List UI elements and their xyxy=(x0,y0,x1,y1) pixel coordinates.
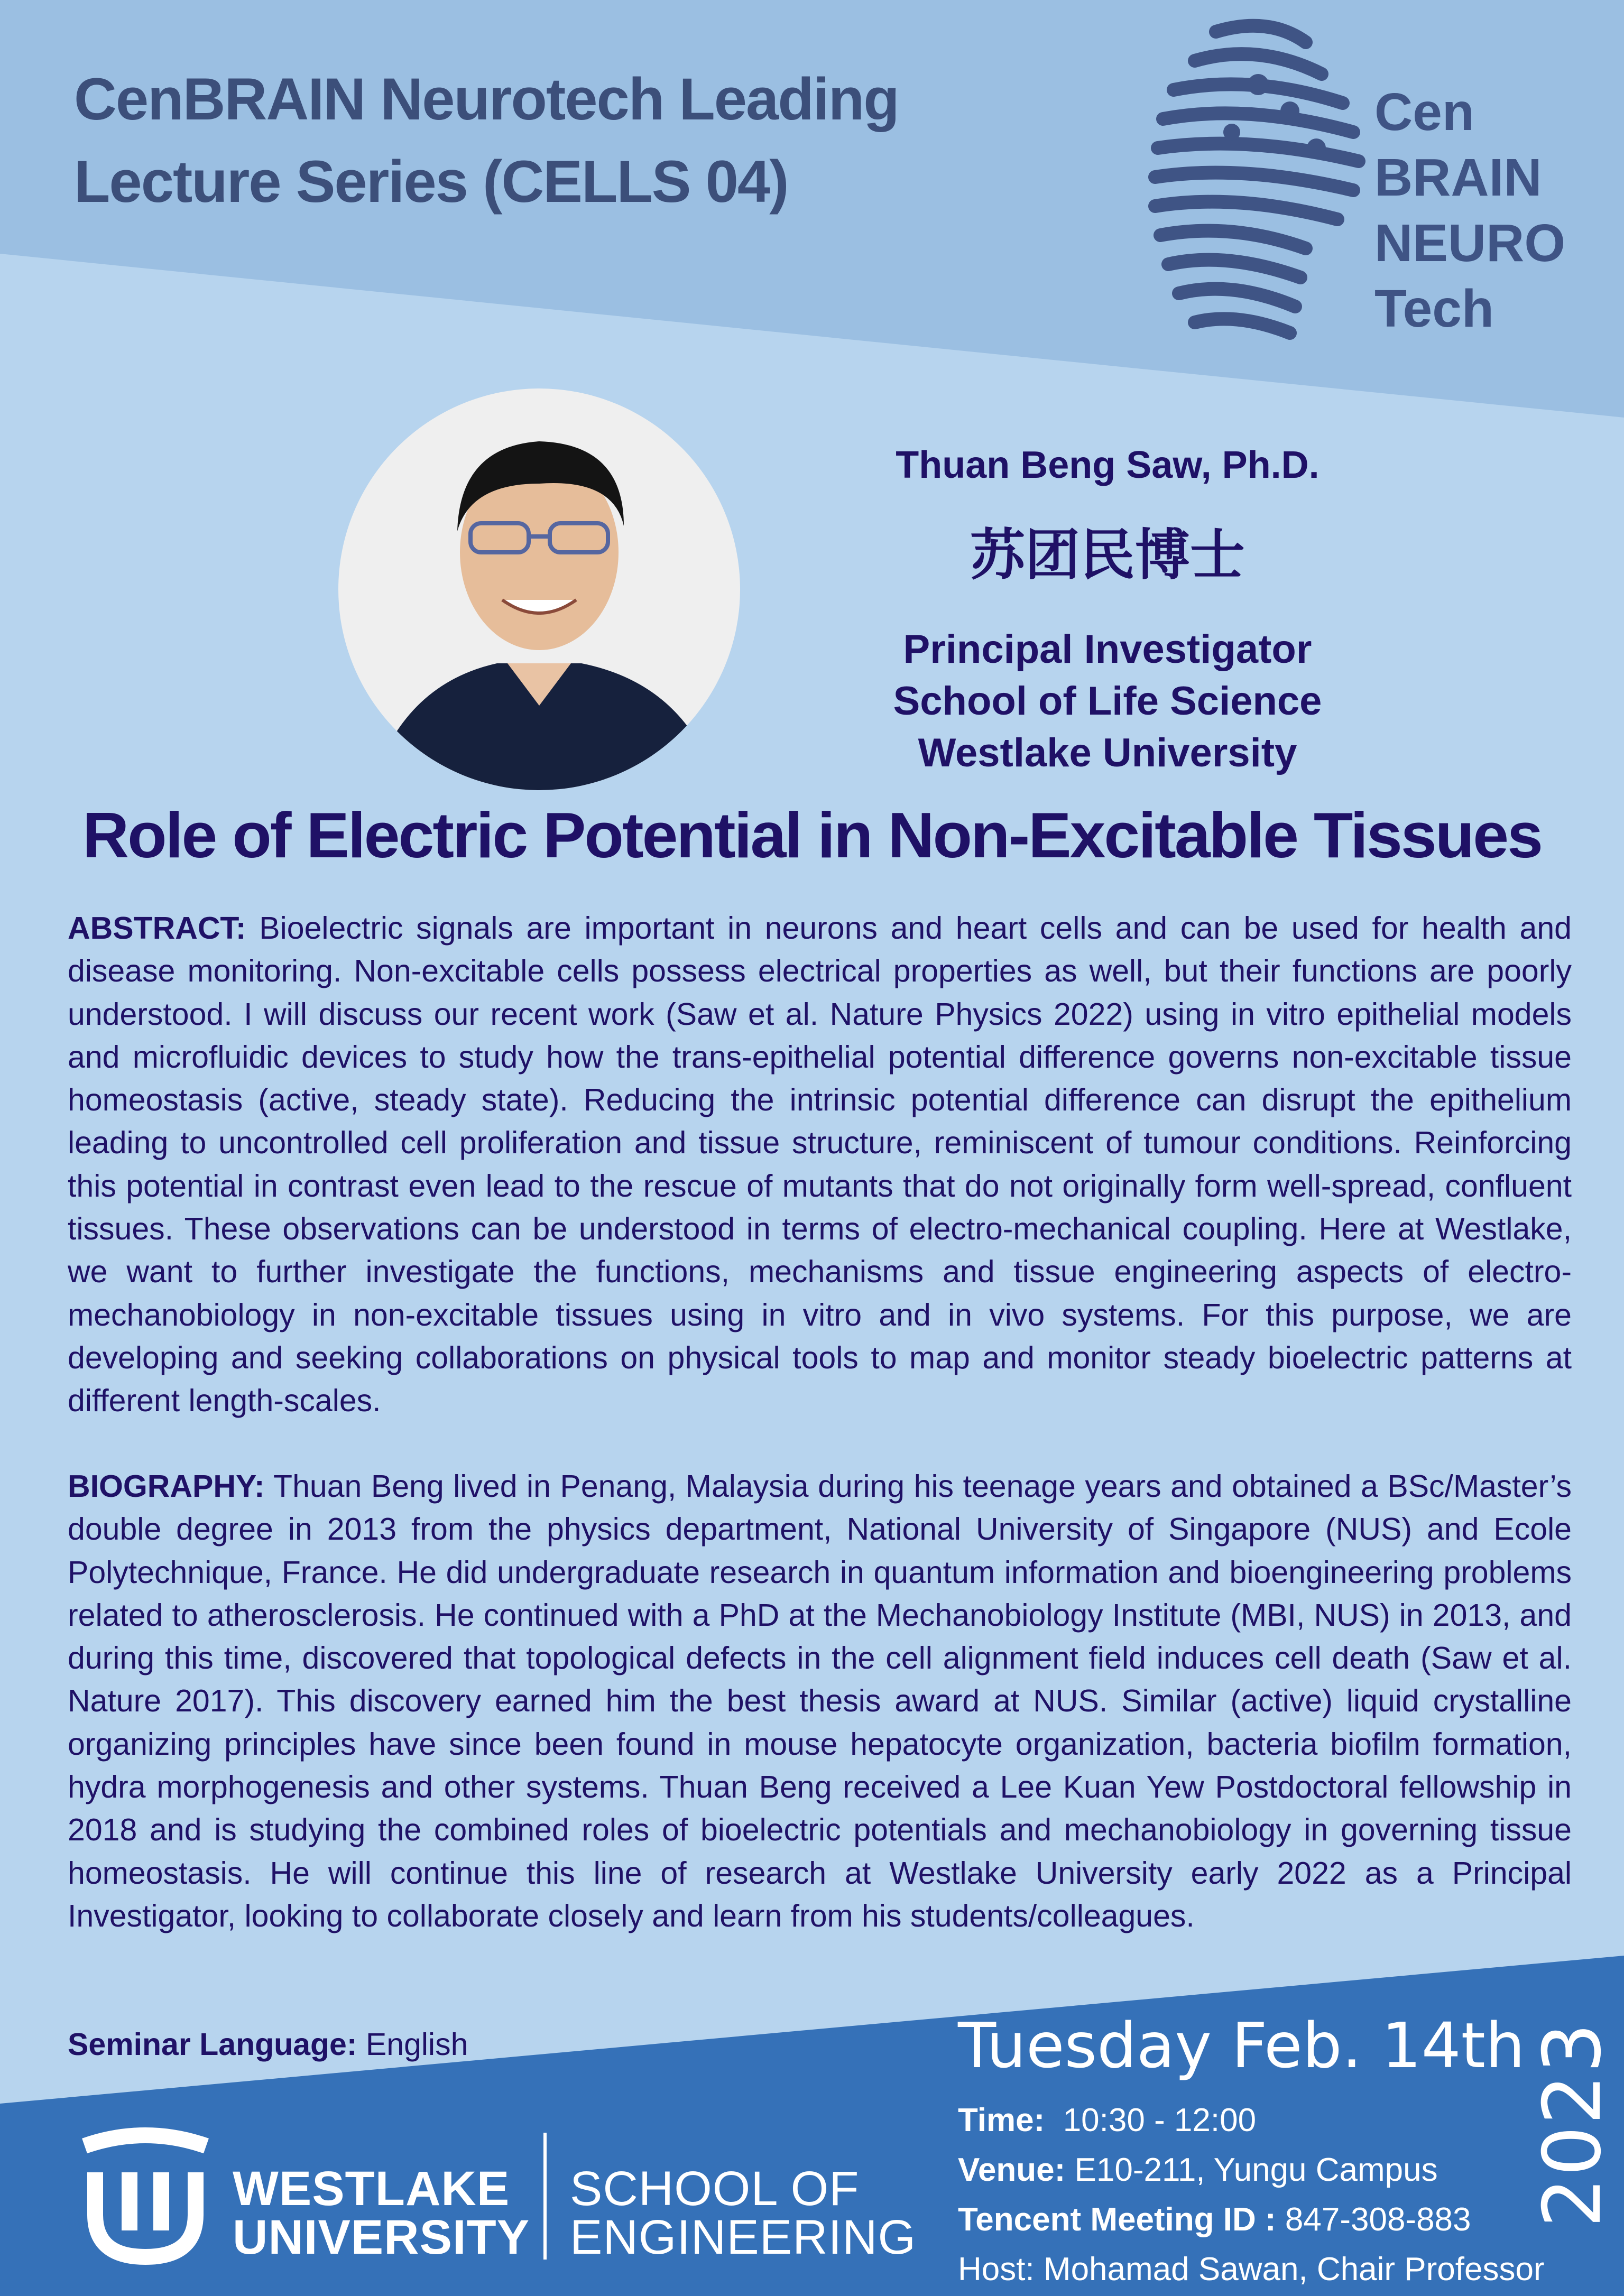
speaker-name-chinese: 苏团民博士 xyxy=(970,523,1245,587)
abstract-label: ABSTRACT: xyxy=(68,911,246,946)
event-details xyxy=(958,2096,1545,2294)
biography-paragraph xyxy=(68,1465,1572,1938)
event-date: Tuesday Feb. 14th xyxy=(958,2009,1525,2082)
venue-label: Venue: xyxy=(958,2152,1066,2188)
footer-divider xyxy=(543,2133,547,2260)
speaker-portrait xyxy=(338,388,740,790)
abstract-paragraph xyxy=(68,907,1572,1423)
event-meeting-id xyxy=(958,2195,1545,2245)
meeting-value: 847-308-883 xyxy=(1285,2201,1471,2238)
biography-label: BIOGRAPHY: xyxy=(68,1469,265,1504)
logo-line: Cen xyxy=(1374,82,1474,142)
speaker-position: Principal Investigator xyxy=(903,627,1312,672)
seminar-language xyxy=(68,2023,468,2066)
event-host: Host: Mohamad Sawan, Chair Professor xyxy=(958,2251,1545,2288)
speaker-institution: Westlake University xyxy=(918,730,1297,775)
westlake-line: UNIVERSITY xyxy=(233,2210,530,2264)
biography-text: Thuan Beng lived in Penang, Malaysia during his teenage years and obtained a BSc/Master’s double degree in 2013 from the physics department, National University of Singapore (NUS) and Ecole Polytechnique, France. He did undergraduate research in quantum information and bioengineering problems related to atherosclerosis. He continued with a PhD at the Mechanobiology Institute (MBI, NUS) in 2013, and during this time, discovered that topological defects in the cell alignment field induces cell death (Saw et al. Nature 2017). This discovery earned him the best thesis award at NUS. Similar (active) liquid crystalline organizing principles have since been found in mouse hepatocyte organization, bacteria biofilm formation, hydra morphogenesis and other systems. Thuan Beng received a Lee Kuan Yew Postdoctoral fellowship in 2018 and is studying the combined roles of bioelectric potentials and mechanobiology in governing tissue homeostasis. He will continue this line of research at Westlake University early 2022 as a Principal Investigator, looking to collaborate closely and learn from his students/colleagues. xyxy=(68,1469,1572,1933)
venue-value: E10-211, Yungu Campus xyxy=(1074,2152,1438,2188)
series-title: CenBRAIN Neurotech Leading Lecture Series (CELLS 04) xyxy=(74,66,899,215)
cenbrain-head-logo-icon xyxy=(1131,11,1396,354)
logo-line: Tech xyxy=(1374,279,1494,338)
logo-line: NEURO xyxy=(1374,214,1566,273)
school-line: SCHOOL OF xyxy=(570,2162,860,2216)
westlake-university-wordmark xyxy=(233,2164,530,2262)
school-of-engineering-wordmark xyxy=(570,2164,916,2262)
time-value: 10:30 - 12:00 xyxy=(1063,2102,1257,2138)
speaker-info xyxy=(756,439,1459,779)
seminar-language-label: Seminar Language: xyxy=(68,2027,357,2062)
time-label: Time: xyxy=(958,2102,1045,2138)
event-venue xyxy=(958,2145,1545,2195)
logo-line: BRAIN xyxy=(1374,148,1542,207)
westlake-university-logo-icon xyxy=(74,2125,217,2267)
westlake-line: WESTLAKE xyxy=(233,2162,510,2216)
speaker-name: Thuan Beng Saw, Ph.D. xyxy=(896,444,1320,486)
event-time xyxy=(958,2096,1545,2145)
meeting-label: Tencent Meeting ID : xyxy=(958,2201,1276,2238)
cenbrain-logo-text xyxy=(1374,79,1565,341)
speaker-affiliation xyxy=(756,624,1459,779)
event-year: 2023 xyxy=(1527,2022,1619,2228)
school-line: ENGINEERING xyxy=(570,2210,917,2264)
talk-title: Role of Electric Potential in Non-Excitable Tissues xyxy=(82,799,1542,871)
seminar-language-value: English xyxy=(365,2027,468,2062)
speaker-department: School of Life Science xyxy=(893,679,1322,724)
abstract-text: Bioelectric signals are important in neurons and heart cells and can be used for health and disease monitoring. Non-excitable cells possess electrical properties as well, but their functions are poorly understood. I will discuss our recent work (Saw et al. Nature Physics 2022) using in vitro epithelial models and microfluidic devices to study how the trans-epithelial potential difference governs non-excitable tissue homeostasis (active, steady state). Reducing the intrinsic potential difference can disrupt the epithelium leading to uncontrolled cell proliferation and tissue structure, reminiscent of tumour conditions. Reinforcing this potential in contrast even lead to the rescue of mutants that do not originally form well-spread, confluent tissues. These observations can be understood in terms of electro-mechanical coupling. Here at Westlake, we want to further investigate the functions, mechanisms and tissue engineering aspects of electro-mechanobiology in non-excitable tissues using in vitro and in vivo systems. For this purpose, we are developing and seeking collaborations on physical tools to map and monitor steady bioelectric patterns at different length-scales. xyxy=(68,911,1572,1419)
